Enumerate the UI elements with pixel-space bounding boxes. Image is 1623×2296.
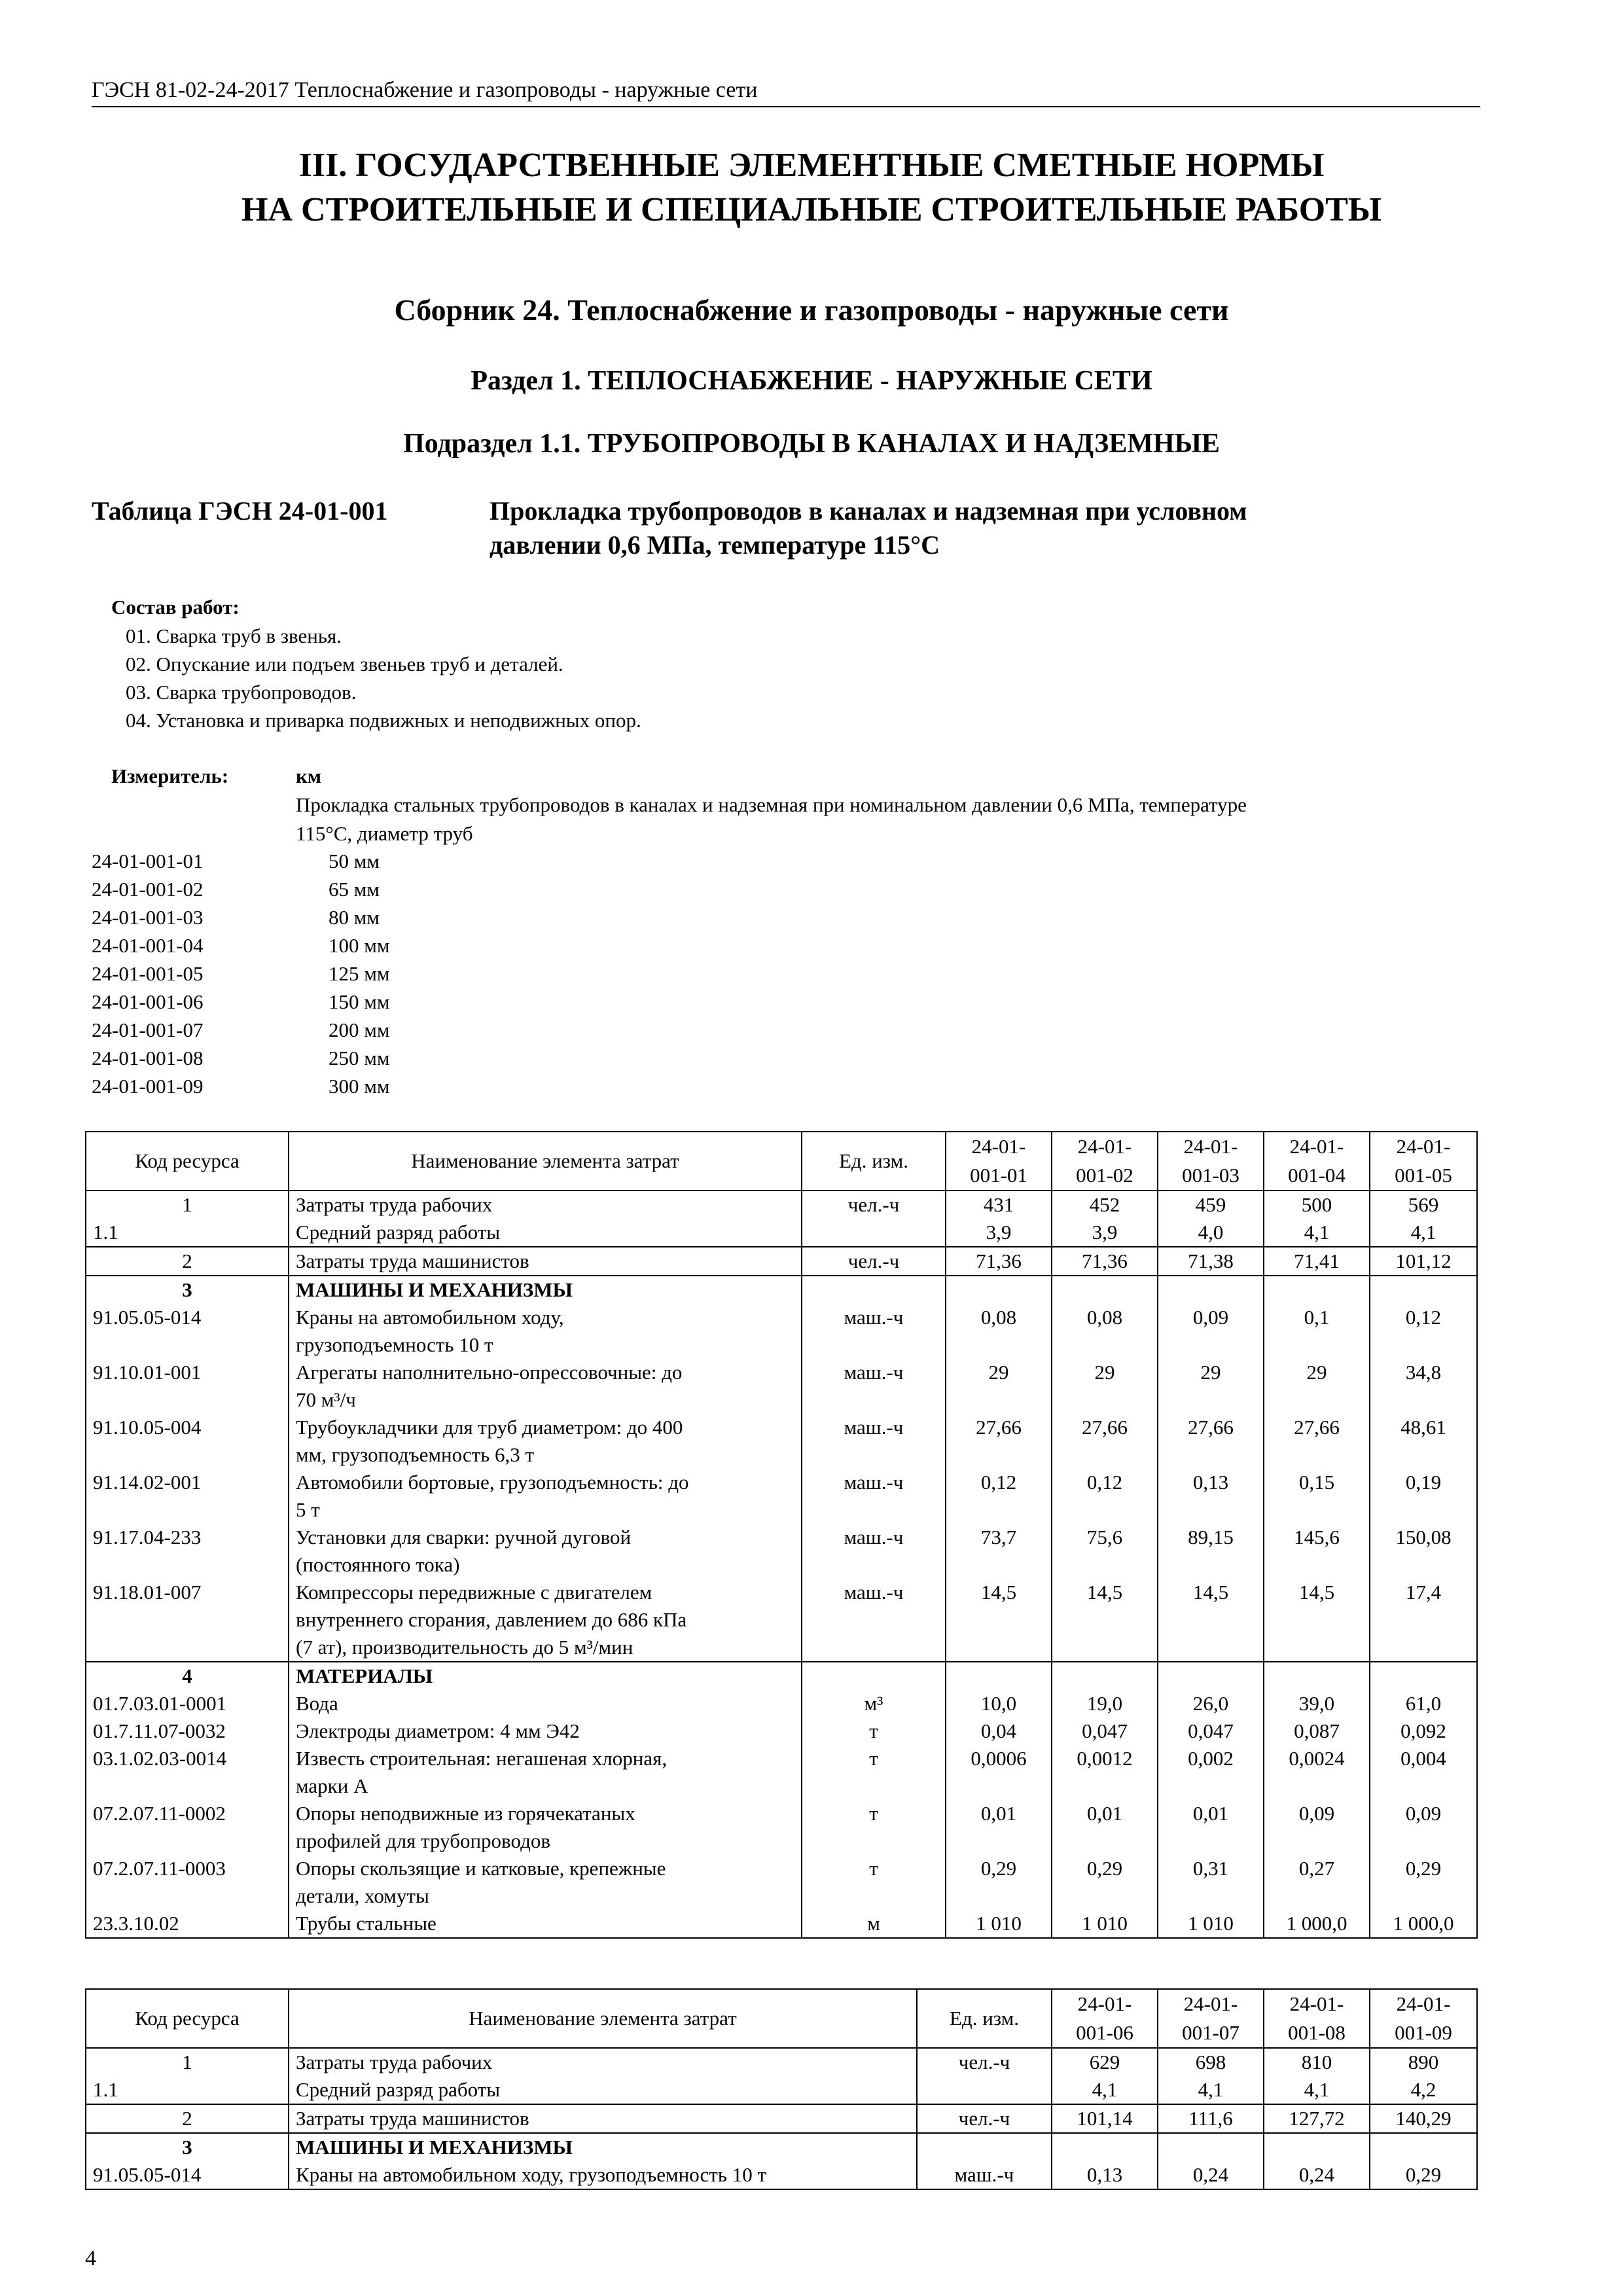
resource-name: МАШИНЫ И МЕХАНИЗМЫ <box>289 1276 802 1304</box>
resource-name: Затраты труда рабочих <box>289 1191 802 1219</box>
table-row <box>86 1524 1477 1579</box>
norm-value: 4,1 <box>1158 2076 1264 2104</box>
norm-diameter: 300 мм <box>329 1075 390 1098</box>
resource-unit: чел.-ч <box>802 1191 946 1219</box>
norm-value: 0,04 <box>946 1717 1052 1745</box>
norm-diameter: 125 мм <box>329 962 390 985</box>
description-line2: 115°С, диаметр труб <box>296 822 473 845</box>
norm-value: 569 <box>1370 1191 1477 1219</box>
norm-value: 27,66 <box>1052 1414 1158 1469</box>
table-header-row <box>86 1132 1477 1191</box>
resource-name: МАТЕРИАЛЫ <box>289 1662 802 1690</box>
resource-unit <box>917 2076 1052 2104</box>
norm-value <box>946 1276 1052 1304</box>
norm-item <box>92 903 389 931</box>
norm-value: 4,1 <box>1052 2076 1158 2104</box>
resource-code: 07.2.07.11-0002 <box>86 1800 289 1855</box>
norm-value: 71,41 <box>1264 1247 1370 1276</box>
section-title: Раздел 1. ТЕПЛОСНАБЖЕНИЕ - НАРУЖНЫЕ СЕТИ <box>471 366 1152 396</box>
norm-value: 0,002 <box>1158 1745 1264 1800</box>
norm-value: 0,047 <box>1158 1717 1264 1745</box>
norm-value: 810 <box>1264 2048 1370 2076</box>
norm-value: 71,36 <box>1052 1247 1158 1276</box>
norm-code: 24-01-001-01 <box>92 850 204 872</box>
norm-value: 4,1 <box>1264 2076 1370 2104</box>
norm-value: 1 000,0 <box>1370 1910 1477 1938</box>
norm-value: 0,24 <box>1158 2161 1264 2189</box>
table-row <box>86 1910 1477 1938</box>
norm-value: 4,1 <box>1370 1219 1477 1247</box>
norm-value: 0,15 <box>1264 1469 1370 1524</box>
resource-unit: маш.-ч <box>802 1304 946 1359</box>
resource-code: 91.05.05-014 <box>86 2161 289 2189</box>
table-row <box>86 1359 1477 1414</box>
norm-value <box>1264 1276 1370 1304</box>
resource-name: Опоры неподвижные из горячекатаных профилей для трубопроводов <box>289 1800 802 1855</box>
table-row <box>86 1717 1477 1745</box>
resource-code: 01.7.03.01-0001 <box>86 1690 289 1717</box>
table-row <box>86 1800 1477 1855</box>
table-row <box>86 2076 1477 2104</box>
column-header: Ед. изм. <box>802 1132 946 1191</box>
norm-column-header: 24-01- 001-02 <box>1052 1132 1158 1191</box>
resource-name: Трубы стальные <box>289 1910 802 1938</box>
resource-table-2 <box>85 1988 1478 2190</box>
table-body <box>86 1191 1477 1938</box>
resource-code: 23.3.10.02 <box>86 1910 289 1938</box>
norm-value: 0,0012 <box>1052 1745 1158 1800</box>
norm-value: 452 <box>1052 1191 1158 1219</box>
norm-value: 0,087 <box>1264 1717 1370 1745</box>
document-title-line1: III. ГОСУДАРСТВЕННЫЕ ЭЛЕМЕНТНЫЕ СМЕТНЫЕ НОРМЫ <box>298 147 1325 184</box>
work-items <box>126 622 641 734</box>
resource-code: 91.10.05-004 <box>86 1414 289 1469</box>
table-row <box>86 1304 1477 1359</box>
meter-label: Измеритель: <box>111 764 229 787</box>
norm-value: 0,0024 <box>1264 1745 1370 1800</box>
norm-code: 24-01-001-06 <box>92 990 204 1013</box>
norm-value: 0,13 <box>1052 2161 1158 2189</box>
norm-value: 29 <box>1158 1359 1264 1414</box>
table-row <box>86 2133 1477 2161</box>
norm-value <box>1158 1276 1264 1304</box>
resource-code: 3 <box>86 1276 289 1304</box>
norm-item <box>92 1044 389 1072</box>
resource-name: Автомобили бортовые, грузоподъемность: до 5 т <box>289 1469 802 1524</box>
resource-unit: м <box>802 1910 946 1938</box>
norm-value: 1 010 <box>1158 1910 1264 1938</box>
norm-column-header: 24-01- 001-03 <box>1158 1132 1264 1191</box>
meter-unit: км <box>296 764 321 787</box>
norm-value: 14,5 <box>1264 1579 1370 1662</box>
norm-item <box>92 875 389 903</box>
norm-value: 29 <box>946 1359 1052 1414</box>
resource-unit: т <box>802 1800 946 1855</box>
page-number: 4 <box>85 2246 96 2270</box>
resource-unit <box>917 2133 1052 2161</box>
norm-value: 0,12 <box>946 1469 1052 1524</box>
resource-name: Установки для сварки: ручной дуговой (постоянного тока) <box>289 1524 802 1579</box>
norm-column-header: 24-01- 001-08 <box>1264 1989 1370 2048</box>
norm-value: 89,15 <box>1158 1524 1264 1579</box>
table-title-line1: Прокладка трубопроводов в каналах и надземная при условном <box>490 496 1247 526</box>
norm-value: 48,61 <box>1370 1414 1477 1469</box>
norm-value <box>1158 1662 1264 1690</box>
norm-column-header: 24-01- 001-01 <box>946 1132 1052 1191</box>
table-row <box>86 2161 1477 2189</box>
table-row <box>86 1579 1477 1662</box>
norm-value: 629 <box>1052 2048 1158 2076</box>
norm-value: 14,5 <box>946 1579 1052 1662</box>
resource-code: 91.10.01-001 <box>86 1359 289 1414</box>
norm-value: 34,8 <box>1370 1359 1477 1414</box>
resource-name: Средний разряд работы <box>289 2076 917 2104</box>
subsection-title: Подраздел 1.1. ТРУБОПРОВОДЫ В КАНАЛАХ И НАДЗЕМНЫЕ <box>403 429 1220 459</box>
norm-value: 14,5 <box>1052 1579 1158 1662</box>
table-code: Таблица ГЭСН 24-01-001 <box>92 496 388 526</box>
norm-value: 0,047 <box>1052 1717 1158 1745</box>
norm-code: 24-01-001-08 <box>92 1047 204 1069</box>
norm-value <box>1264 1662 1370 1690</box>
norm-value <box>1158 2133 1264 2161</box>
table-title-line2: давлении 0,6 МПа, температуре 115°С <box>490 530 940 560</box>
work-item: 01. Сварка труб в звенья. <box>126 624 342 647</box>
column-header: Код ресурса <box>86 1989 289 2048</box>
table-row <box>86 1690 1477 1717</box>
resource-unit <box>802 1662 946 1690</box>
resource-code: 91.14.02-001 <box>86 1469 289 1524</box>
work-item: 04. Установка и приварка подвижных и неподвижных опор. <box>126 709 641 732</box>
norm-value: 140,29 <box>1370 2104 1477 2133</box>
resource-code: 1.1 <box>86 1219 289 1247</box>
norm-column-header: 24-01- 001-04 <box>1264 1132 1370 1191</box>
resource-code: 2 <box>86 1247 289 1276</box>
norm-code: 24-01-001-07 <box>92 1018 204 1041</box>
norm-diameter: 65 мм <box>329 878 380 901</box>
work-item: 03. Сварка трубопроводов. <box>126 681 357 704</box>
resource-code: 1 <box>86 1191 289 1219</box>
norm-value: 27,66 <box>1264 1414 1370 1469</box>
resource-code: 03.1.02.03-0014 <box>86 1745 289 1800</box>
table-row <box>86 1219 1477 1247</box>
norm-value: 0,08 <box>946 1304 1052 1359</box>
norm-value: 0,29 <box>1370 1855 1477 1910</box>
resource-code: 4 <box>86 1662 289 1690</box>
resource-code: 3 <box>86 2133 289 2161</box>
resource-name: Краны на автомобильном ходу, грузоподъемность 10 т <box>289 1304 802 1359</box>
norm-value <box>946 1662 1052 1690</box>
resource-unit: чел.-ч <box>917 2104 1052 2133</box>
norm-value: 3,9 <box>1052 1219 1158 1247</box>
resource-table-1 <box>85 1131 1478 1939</box>
resource-code: 91.18.01-007 <box>86 1579 289 1662</box>
norm-code: 24-01-001-03 <box>92 906 204 929</box>
norm-value: 127,72 <box>1264 2104 1370 2133</box>
resource-code: 91.05.05-014 <box>86 1304 289 1359</box>
norm-value: 0,01 <box>946 1800 1052 1855</box>
norm-item <box>92 960 389 988</box>
norm-value: 0,27 <box>1264 1855 1370 1910</box>
norm-value: 145,6 <box>1264 1524 1370 1579</box>
resource-code: 1.1 <box>86 2076 289 2104</box>
table-row <box>86 1745 1477 1800</box>
norm-value: 73,7 <box>946 1524 1052 1579</box>
norm-value: 0,01 <box>1052 1800 1158 1855</box>
resource-unit: маш.-ч <box>802 1579 946 1662</box>
table-body <box>86 2048 1477 2189</box>
norm-column-header: 24-01- 001-07 <box>1158 1989 1264 2048</box>
norm-value: 39,0 <box>1264 1690 1370 1717</box>
table-row <box>86 2048 1477 2076</box>
norm-code: 24-01-001-02 <box>92 878 204 901</box>
description-line1: Прокладка стальных трубопроводов в каналах и надземная при номинальном давлении 0,6 МПа, температуре <box>296 793 1247 816</box>
norm-value: 27,66 <box>1158 1414 1264 1469</box>
norm-diameter: 50 мм <box>329 850 380 872</box>
norm-value: 1 000,0 <box>1264 1910 1370 1938</box>
norm-value: 500 <box>1264 1191 1370 1219</box>
resource-unit: маш.-ч <box>802 1414 946 1469</box>
resource-name: Электроды диаметром: 4 мм Э42 <box>289 1717 802 1745</box>
resource-name: МАШИНЫ И МЕХАНИЗМЫ <box>289 2133 917 2161</box>
norm-value: 431 <box>946 1191 1052 1219</box>
norm-value: 4,1 <box>1264 1219 1370 1247</box>
norm-code: 24-01-001-09 <box>92 1075 204 1098</box>
column-header: Наименование элемента затрат <box>289 1132 802 1191</box>
resource-code: 2 <box>86 2104 289 2133</box>
norm-value: 10,0 <box>946 1690 1052 1717</box>
norm-item <box>92 1016 389 1044</box>
norm-value: 0,092 <box>1370 1717 1477 1745</box>
norm-value: 75,6 <box>1052 1524 1158 1579</box>
resource-unit: маш.-ч <box>917 2161 1052 2189</box>
norm-value <box>1264 2133 1370 2161</box>
resource-name: Опоры скользящие и катковые, крепежные детали, хомуты <box>289 1855 802 1910</box>
resource-name: Затраты труда машинистов <box>289 2104 917 2133</box>
norm-value: 0,09 <box>1370 1800 1477 1855</box>
norm-value: 0,12 <box>1370 1304 1477 1359</box>
norm-value: 14,5 <box>1158 1579 1264 1662</box>
norm-value: 0,004 <box>1370 1745 1477 1800</box>
norm-value: 0,13 <box>1158 1469 1264 1524</box>
resource-name: Средний разряд работы <box>289 1219 802 1247</box>
norm-diameter: 200 мм <box>329 1018 390 1041</box>
resource-unit: маш.-ч <box>802 1359 946 1414</box>
resource-unit: чел.-ч <box>802 1247 946 1276</box>
norm-diameter: 250 мм <box>329 1047 390 1069</box>
norm-item <box>92 847 389 875</box>
norm-value <box>1052 2133 1158 2161</box>
norm-column-header: 24-01- 001-09 <box>1370 1989 1477 2048</box>
norm-value: 4,0 <box>1158 1219 1264 1247</box>
resource-name: Затраты труда машинистов <box>289 1247 802 1276</box>
norm-value: 0,31 <box>1158 1855 1264 1910</box>
norm-value: 29 <box>1052 1359 1158 1414</box>
resource-code: 07.2.07.11-0003 <box>86 1855 289 1910</box>
table-row <box>86 1662 1477 1690</box>
resource-unit <box>802 1219 946 1247</box>
norm-value: 0,24 <box>1264 2161 1370 2189</box>
work-item: 02. Опускание или подъем звеньев труб и деталей. <box>126 653 563 675</box>
resource-unit: т <box>802 1855 946 1910</box>
norm-value: 61,0 <box>1370 1690 1477 1717</box>
norm-item <box>92 1072 389 1100</box>
column-header: Код ресурса <box>86 1132 289 1191</box>
resource-unit: т <box>802 1745 946 1800</box>
resource-name: Трубоукладчики для труб диаметром: до 400 мм, грузоподъемность 6,3 т <box>289 1414 802 1469</box>
norm-value: 0,09 <box>1158 1304 1264 1359</box>
resource-unit: м³ <box>802 1690 946 1717</box>
norm-value <box>1370 1276 1477 1304</box>
resource-code: 1 <box>86 2048 289 2076</box>
table-row <box>86 1191 1477 1219</box>
norm-value: 0,29 <box>1052 1855 1158 1910</box>
norm-value: 27,66 <box>946 1414 1052 1469</box>
norm-value: 0,29 <box>1370 2161 1477 2189</box>
table-header-row <box>86 1989 1477 2048</box>
table-row <box>86 1855 1477 1910</box>
running-header: ГЭСН 81-02-24-2017 Теплоснабжение и газопроводы - наружные сети <box>92 77 1480 107</box>
norm-value: 0,0006 <box>946 1745 1052 1800</box>
norm-value: 150,08 <box>1370 1524 1477 1579</box>
resource-name: Агрегаты наполнительно-опрессовочные: до 70 м³/ч <box>289 1359 802 1414</box>
resource-name: Известь строительная: негашеная хлорная, марки А <box>289 1745 802 1800</box>
resource-code: 91.17.04-233 <box>86 1524 289 1579</box>
resource-name: Вода <box>289 1690 802 1717</box>
resource-unit: маш.-ч <box>802 1524 946 1579</box>
norm-value: 0,08 <box>1052 1304 1158 1359</box>
norm-diameter: 100 мм <box>329 934 390 957</box>
norm-value: 0,09 <box>1264 1800 1370 1855</box>
resource-unit: т <box>802 1717 946 1745</box>
norm-column-header: 24-01- 001-05 <box>1370 1132 1477 1191</box>
norm-value: 698 <box>1158 2048 1264 2076</box>
norm-code: 24-01-001-05 <box>92 962 204 985</box>
collection-title: Сборник 24. Теплоснабжение и газопроводы - наружные сети <box>394 293 1229 327</box>
resource-unit: чел.-ч <box>917 2048 1052 2076</box>
norm-diameter: 80 мм <box>329 906 380 929</box>
norm-diameter: 150 мм <box>329 990 390 1013</box>
resource-unit: маш.-ч <box>802 1469 946 1524</box>
norm-list <box>92 847 389 1100</box>
norm-value: 71,36 <box>946 1247 1052 1276</box>
norm-value: 17,4 <box>1370 1579 1477 1662</box>
norm-value: 101,12 <box>1370 1247 1477 1276</box>
table-row <box>86 1276 1477 1304</box>
work-composition-label: Состав работ: <box>111 596 240 619</box>
norm-value <box>1370 1662 1477 1690</box>
norm-value: 459 <box>1158 1191 1264 1219</box>
table-row <box>86 2104 1477 2133</box>
table-row <box>86 1469 1477 1524</box>
norm-value: 0,01 <box>1158 1800 1264 1855</box>
norm-value: 0,1 <box>1264 1304 1370 1359</box>
norm-value: 4,2 <box>1370 2076 1477 2104</box>
norm-value: 3,9 <box>946 1219 1052 1247</box>
column-header: Ед. изм. <box>917 1989 1052 2048</box>
table-row <box>86 1414 1477 1469</box>
resource-code: 01.7.11.07-0032 <box>86 1717 289 1745</box>
norm-value: 1 010 <box>1052 1910 1158 1938</box>
norm-value: 890 <box>1370 2048 1477 2076</box>
document-title-line2: НА СТРОИТЕЛЬНЫЕ И СПЕЦИАЛЬНЫЕ СТРОИТЕЛЬНЫЕ РАБОТЫ <box>241 191 1382 228</box>
norm-value: 101,14 <box>1052 2104 1158 2133</box>
norm-value <box>1052 1276 1158 1304</box>
resource-unit <box>802 1276 946 1304</box>
norm-value: 19,0 <box>1052 1690 1158 1717</box>
norm-value: 0,19 <box>1370 1469 1477 1524</box>
norm-item <box>92 931 389 960</box>
resource-name: Краны на автомобильном ходу, грузоподъемность 10 т <box>289 2161 917 2189</box>
norm-value: 29 <box>1264 1359 1370 1414</box>
column-header: Наименование элемента затрат <box>289 1989 917 2048</box>
norm-value: 71,38 <box>1158 1247 1264 1276</box>
norm-value: 0,29 <box>946 1855 1052 1910</box>
resource-name: Затраты труда рабочих <box>289 2048 917 2076</box>
table-row <box>86 1247 1477 1276</box>
norm-item <box>92 988 389 1016</box>
norm-value: 111,6 <box>1158 2104 1264 2133</box>
norm-value: 0,12 <box>1052 1469 1158 1524</box>
norm-column-header: 24-01- 001-06 <box>1052 1989 1158 2048</box>
norm-value <box>1370 2133 1477 2161</box>
resource-name: Компрессоры передвижные с двигателем внутреннего сгорания, давлением до 686 кПа (7 ат), производительность до 5 м³/мин <box>289 1579 802 1662</box>
norm-code: 24-01-001-04 <box>92 934 204 957</box>
norm-value <box>1052 1662 1158 1690</box>
norm-value: 26,0 <box>1158 1690 1264 1717</box>
norm-value: 1 010 <box>946 1910 1052 1938</box>
